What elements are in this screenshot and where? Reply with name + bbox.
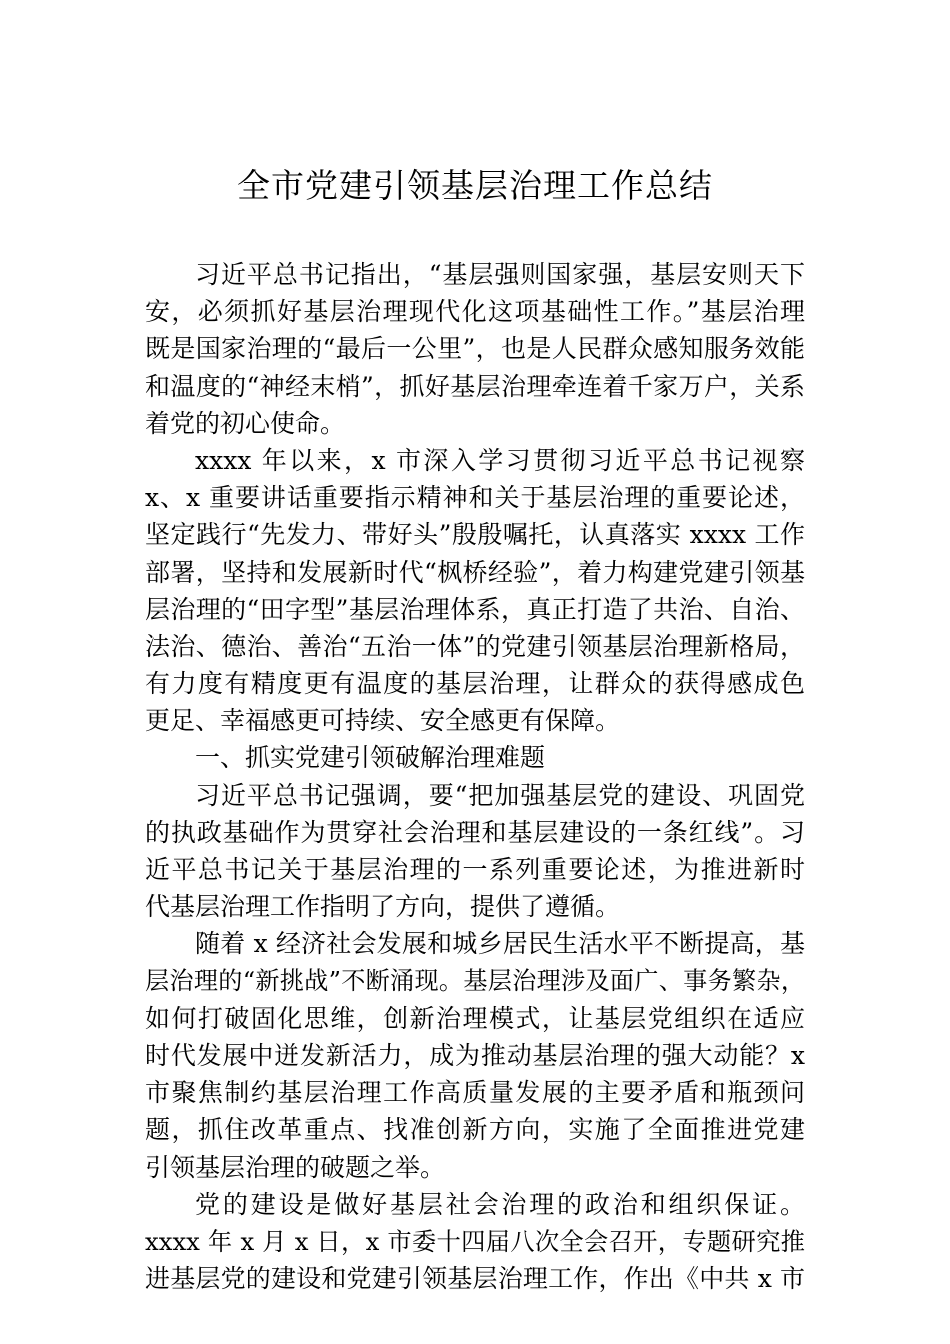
body-line: 部署，坚持和发展新时代“枫桥经验”，着力构建党建引领基 [145, 557, 805, 587]
body-line: 市聚焦制约基层治理工作高质量发展的主要矛盾和瓶颈问 [145, 1078, 805, 1108]
body-line: 层治理的“新挑战”不断涌现。基层治理涉及面广、事务繁杂， [145, 966, 805, 995]
body-line: 一、抓实党建引领破解治理难题 [195, 743, 546, 773]
body-line: 时代发展中迸发新活力，成为推动基层治理的强大动能？x [145, 1040, 805, 1070]
body-line: 坚定践行“先发力、带好头”殷殷嘱托，认真落实 xxxx 工作 [145, 520, 805, 550]
body-line: 有力度有精度更有温度的基层治理，让群众的获得感成色 [145, 669, 805, 699]
body-line: x、x 重要讲话重要指示精神和关于基层治理的重要论述， [145, 483, 805, 513]
body-line: 习近平总书记指出，“基层强则国家强，基层安则天下 [195, 260, 805, 289]
body-line: 如何打破固化思维，创新治理模式，让基层党组织在适应 [145, 1003, 805, 1033]
body-line: xxxx 年以来，x 市深入学习贯彻习近平总书记视察 [195, 445, 805, 475]
body-line: 近平总书记关于基层治理的一系列重要论述，为推进新时 [145, 855, 805, 884]
body-line: 安，必须抓好基层治理现代化这项基础性工作。”基层治理 [145, 297, 805, 327]
body-line: 党的建设是做好基层社会治理的政治和组织保证。 [195, 1189, 805, 1219]
body-line: 代基层治理工作指明了方向，提供了遵循。 [145, 892, 621, 922]
body-line: 着党的初心使命。 [145, 408, 346, 438]
body-line: 既是国家治理的“最后一公里”，也是人民群众感知服务效能 [145, 334, 805, 364]
body-line: 随着 x 经济社会发展和城乡居民生活水平不断提高，基 [195, 929, 805, 959]
body-line: 更足、幸福感更可持续、安全感更有保障。 [145, 706, 621, 736]
body-line: xxxx 年 x 月 x 日，x 市委十四届八次全会召开，专题研究推 [145, 1226, 805, 1256]
body-line: 的执政基础作为贯穿社会治理和基层建设的一条红线”。习 [145, 817, 805, 847]
body-line: 层治理的“田字型”基层治理体系，真正打造了共治、自治、 [145, 594, 805, 624]
body-line: 习近平总书记强调，要“把加强基层党的建设、巩固党 [195, 780, 805, 810]
body-line: 引领基层治理的破题之举。 [145, 1152, 446, 1182]
body-line: 和温度的“神经末梢”，抓好基层治理牵连着千家万户，关系 [145, 371, 805, 401]
body-line: 进基层党的建设和党建引领基层治理工作，作出《中共 x 市 [145, 1264, 805, 1294]
body-line: 题，抓住改革重点、找准创新方向，实施了全面推进党建 [145, 1115, 805, 1145]
body-line: 法治、德治、善治“五治一体”的党建引领基层治理新格局， [145, 631, 805, 661]
document-body [145, 256, 805, 1297]
document-title: 全市党建引领基层治理工作总结 [237, 166, 713, 205]
